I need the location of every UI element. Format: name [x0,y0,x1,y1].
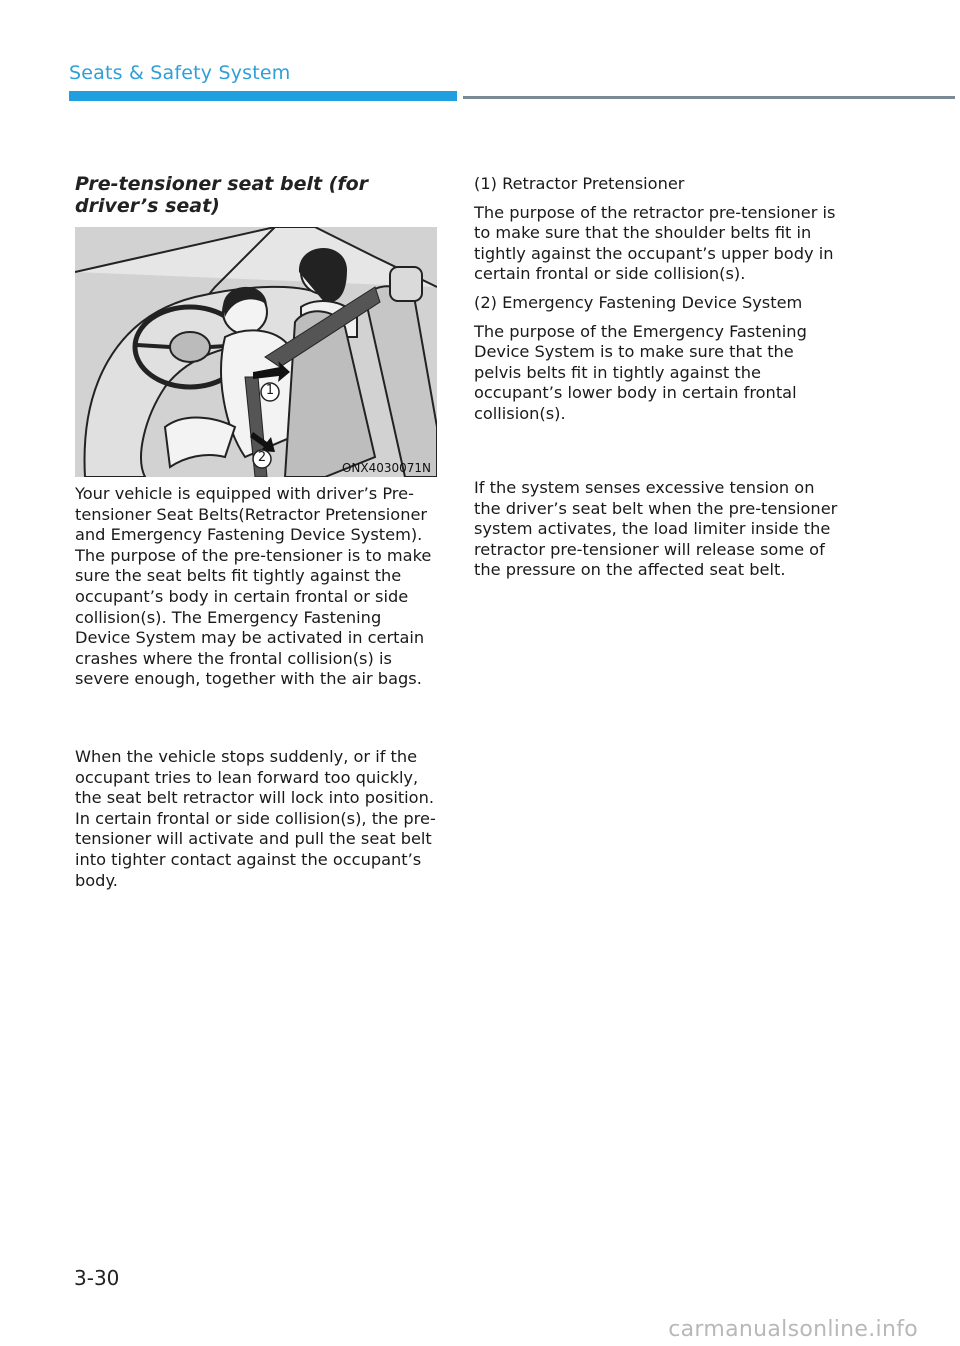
intro-paragraph [75,484,440,690]
watermark: carmanualsonline.info [668,1317,918,1342]
component-list [474,174,839,433]
header-rule [463,96,955,99]
seatbelt-illustration [75,227,437,477]
item-body-efd: The purpose of the Emergency Fastening Device System is to make sure that the pelvis belts fit in tightly against the occupant’s lower body in certain frontal collision(s). [474,321,807,423]
paragraph-text: If the system senses excessive tension on the driver’s seat belt when the pre-tensioner system activates, the load limiter inside the retractor pre-tensioner will release some of the pressure on the affected seat belt. [474,478,838,580]
item-title-efd: (2) Emergency Fastening Device System [474,292,803,312]
header-accent-bar [69,91,457,101]
page-number: 3-30 [74,1266,120,1290]
figure-code: ONX4030071N [341,461,431,475]
callout-2: 2 [257,450,267,465]
car-interior-illustration [75,227,437,477]
paragraph-text: Your vehicle is equipped with driver’s Pre-tensioner Seat Belts(Retractor Pretensioner and Emergency Fastening Device System). The purpose of the pre-tensioner is to make sure the seat belts fit tightly against the occupant’s body in certain frontal or side collision(s). The Emergency Fastening Device System may be activated in certain crashes where the frontal collision(s) is severe enough, together with the air bags. [75,484,432,689]
section-title: Seats & Safety System [69,62,291,84]
operation-paragraph [75,747,440,891]
item-body-retractor: The purpose of the retractor pre-tensioner is to make sure that the shoulder belts fit in tightly against the occupant’s upper body in certain frontal or side collision(s). [474,202,836,284]
callout-1: 1 [265,383,275,398]
section-heading: Pre-tensioner seat belt (for driver’s seat) [75,173,369,217]
load-limiter-paragraph [474,478,839,581]
item-title-retractor: (1) Retractor Pretensioner [474,174,685,193]
paragraph-text: When the vehicle stops suddenly, or if the occupant tries to lean forward too quickly, the seat belt retractor will lock into position. In certain frontal or side collision(s), the pre-tensioner will activate and pull the seat belt into tighter contact against the occupant’s body. [75,747,436,890]
